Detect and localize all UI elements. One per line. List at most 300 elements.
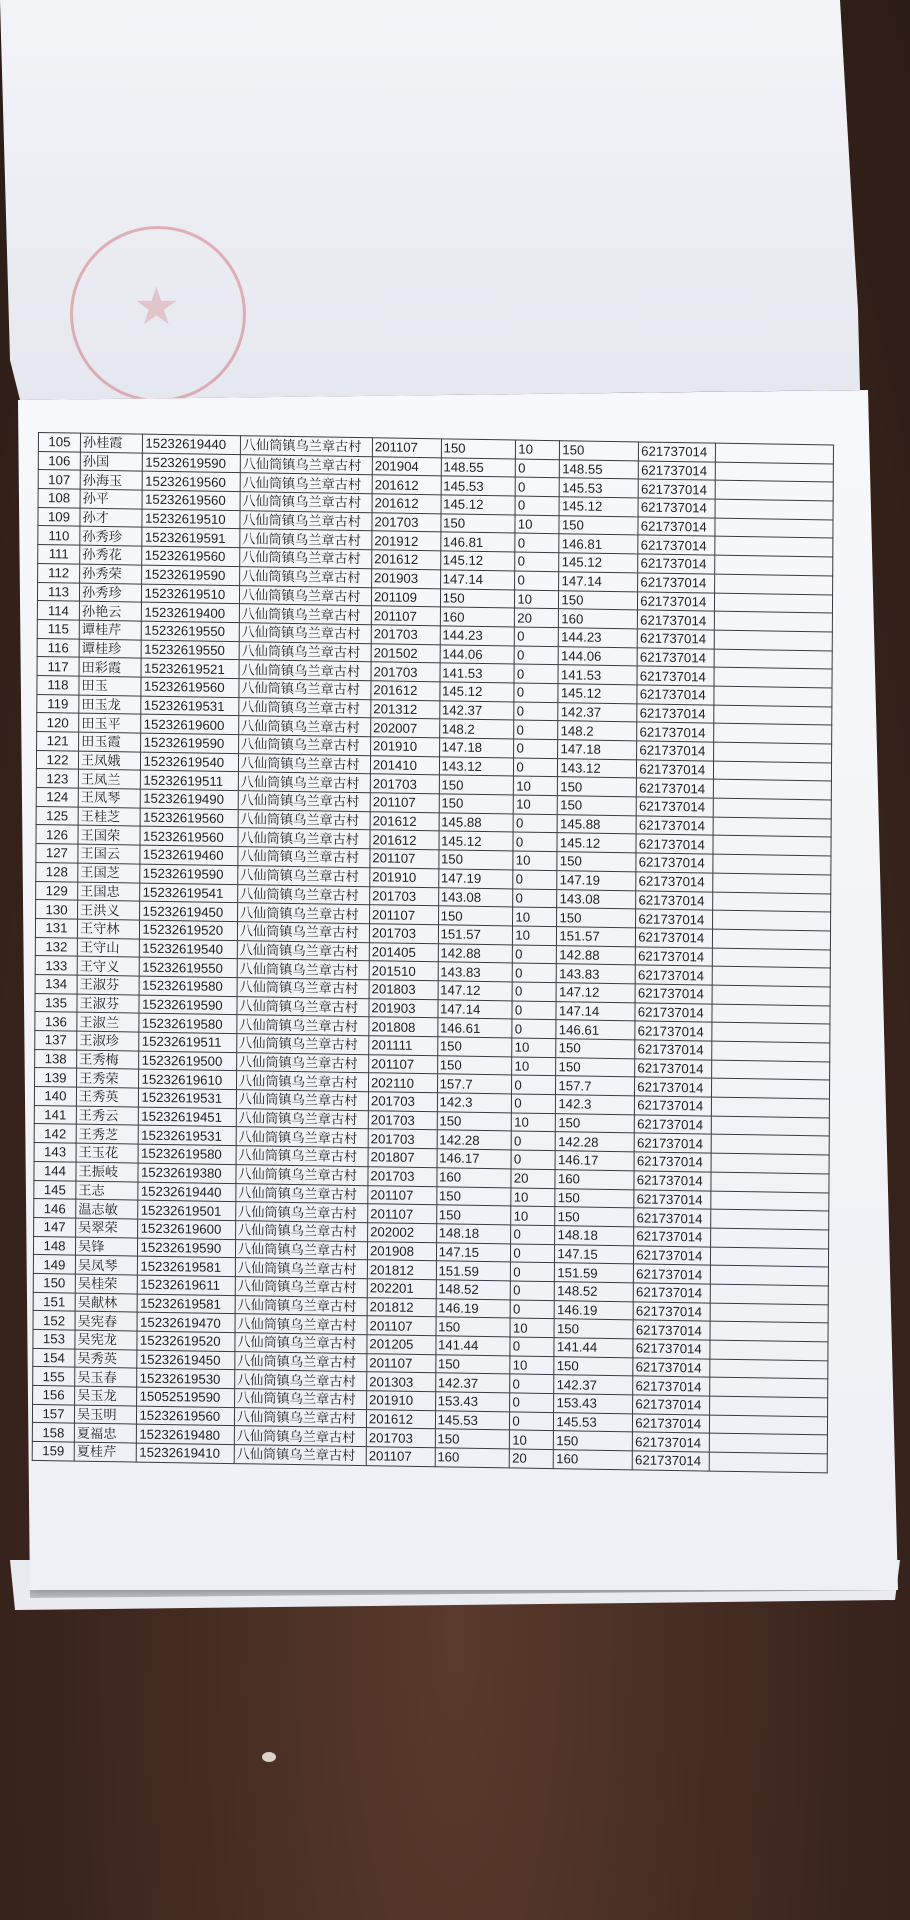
subsidy-cell: 10	[514, 795, 558, 814]
subsidy-cell: 0	[510, 1337, 554, 1356]
row-number-cell: 128	[36, 862, 78, 881]
account-number-cell: 621737014	[639, 442, 716, 462]
subsidy-cell: 0	[515, 533, 559, 552]
amount-cell: 144.06	[440, 644, 515, 664]
start-date-cell: 201703	[371, 662, 440, 682]
account-number-cell: 621737014	[633, 1320, 710, 1340]
total-cell: 160	[555, 1169, 634, 1189]
id-number-cell: 15232619521	[141, 658, 238, 678]
subsidy-cell: 10	[512, 1057, 556, 1076]
empty-cell	[713, 836, 831, 857]
total-cell: 146.81	[559, 534, 638, 554]
address-cell: 八仙筒镇乌兰章古村	[237, 959, 369, 980]
start-date-cell: 201405	[369, 942, 438, 962]
total-cell: 151.57	[557, 927, 636, 947]
row-number-cell: 119	[37, 694, 79, 713]
amount-cell: 142.3	[437, 1093, 512, 1113]
start-date-cell: 201107	[370, 849, 439, 869]
id-number-cell: 15232619541	[140, 883, 237, 903]
start-date-cell: 201107	[370, 793, 439, 813]
empty-cell	[714, 649, 832, 670]
row-number-cell: 157	[32, 1404, 74, 1423]
address-cell: 八仙筒镇乌兰章古村	[238, 753, 370, 774]
start-date-cell: 201612	[372, 550, 441, 570]
empty-cell	[713, 779, 831, 800]
id-number-cell: 15232619560	[141, 808, 238, 828]
amount-cell: 147.14	[438, 999, 513, 1019]
total-cell: 147.14	[559, 572, 638, 592]
amount-cell: 150	[437, 1112, 512, 1132]
empty-cell	[711, 1116, 829, 1137]
total-cell: 147.19	[557, 870, 636, 890]
amount-cell: 146.61	[437, 1018, 512, 1038]
row-number-cell: 118	[37, 675, 79, 694]
amount-cell: 150	[435, 1354, 510, 1374]
subsidy-cell: 0	[513, 870, 557, 889]
subsidy-cell: 0	[513, 832, 557, 851]
account-number-cell: 621737014	[635, 965, 712, 985]
row-number-cell: 113	[37, 582, 79, 601]
start-date-cell: 201107	[367, 1316, 436, 1336]
empty-cell	[714, 723, 832, 744]
total-cell: 143.08	[557, 889, 636, 909]
person-name-cell: 孙艳云	[79, 601, 142, 621]
amount-cell: 147.15	[436, 1242, 511, 1262]
amount-cell: 142.37	[439, 700, 514, 720]
start-date-cell: 201904	[372, 456, 441, 476]
amount-cell: 145.12	[441, 495, 516, 515]
start-date-cell: 201703	[370, 886, 439, 906]
address-cell: 八仙筒镇乌兰章古村	[237, 884, 369, 905]
empty-cell	[714, 686, 832, 707]
start-date-cell: 201107	[372, 438, 441, 458]
total-cell: 146.19	[555, 1300, 634, 1320]
subsidy-cell: 20	[510, 1449, 554, 1468]
total-cell: 150	[560, 441, 639, 461]
total-cell: 145.12	[559, 497, 638, 517]
total-cell: 150	[559, 515, 638, 535]
amount-cell: 150	[435, 1429, 510, 1449]
id-number-cell: 15232619580	[139, 1013, 236, 1033]
address-cell: 八仙筒镇乌兰章古村	[238, 791, 370, 812]
start-date-cell: 202002	[368, 1223, 437, 1243]
start-date-cell: 201703	[368, 1092, 437, 1112]
amount-cell: 151.59	[436, 1261, 511, 1281]
start-date-cell: 201803	[369, 980, 438, 1000]
address-cell: 八仙筒镇乌兰章古村	[234, 1370, 366, 1391]
id-number-cell: 15232619460	[140, 845, 237, 865]
person-name-cell: 吴锋	[75, 1237, 138, 1257]
id-number-cell: 15232619470	[137, 1312, 234, 1332]
account-number-cell: 621737014	[636, 853, 713, 873]
account-number-cell: 621737014	[634, 1152, 711, 1172]
id-number-cell: 15232619530	[137, 1368, 234, 1388]
total-cell: 145.53	[554, 1412, 633, 1432]
account-number-cell: 621737014	[638, 535, 715, 555]
total-cell: 143.83	[557, 964, 636, 984]
id-number-cell: 15232619581	[138, 1256, 235, 1276]
address-cell: 八仙筒镇乌兰章古村	[237, 940, 369, 961]
total-cell: 147.12	[556, 983, 635, 1003]
subsidy-cell: 10	[514, 776, 558, 795]
account-number-cell: 621737014	[633, 1414, 710, 1434]
person-name-cell: 吴翠荣	[76, 1218, 139, 1238]
id-number-cell: 15232619610	[139, 1069, 236, 1089]
start-date-cell: 201808	[369, 1017, 438, 1037]
amount-cell: 148.52	[436, 1280, 511, 1300]
id-number-cell: 15232619510	[142, 509, 239, 529]
empty-cell	[714, 667, 832, 688]
row-number-cell: 150	[33, 1273, 75, 1292]
account-number-cell: 621737014	[635, 1040, 712, 1060]
amount-cell: 144.23	[440, 626, 515, 646]
account-number-cell: 621737014	[633, 1376, 710, 1396]
person-name-cell: 孙桂霞	[80, 433, 143, 453]
account-number-cell: 621737014	[637, 722, 714, 742]
amount-cell: 148.2	[439, 719, 514, 739]
id-number-cell: 15232619480	[137, 1425, 234, 1445]
amount-cell: 146.17	[437, 1149, 512, 1169]
account-number-cell: 621737014	[635, 1096, 712, 1116]
row-number-cell: 142	[34, 1124, 76, 1143]
start-date-cell: 201910	[371, 737, 440, 757]
subsidy-cell: 20	[511, 1169, 555, 1188]
id-number-cell: 15232619380	[138, 1163, 235, 1183]
start-date-cell: 201912	[372, 531, 441, 551]
start-date-cell: 201703	[368, 1129, 437, 1149]
total-cell: 150	[554, 1319, 633, 1339]
person-name-cell: 王秀梅	[77, 1050, 140, 1070]
account-number-cell: 621737014	[633, 1301, 710, 1321]
total-cell: 142.28	[556, 1132, 635, 1152]
amount-cell: 150	[440, 514, 515, 534]
total-cell: 150	[557, 908, 636, 928]
account-number-cell: 621737014	[633, 1339, 710, 1359]
person-name-cell: 吴桂荣	[75, 1274, 138, 1294]
account-number-cell: 621737014	[634, 1245, 711, 1265]
debris-speck	[262, 1752, 276, 1762]
address-cell: 八仙筒镇乌兰章古村	[238, 847, 370, 868]
row-number-cell: 117	[37, 657, 79, 676]
total-cell: 142.37	[554, 1375, 633, 1395]
row-number-cell: 152	[33, 1311, 75, 1330]
start-date-cell: 201107	[368, 1185, 437, 1205]
start-date-cell: 201903	[372, 569, 441, 589]
empty-cell	[711, 1247, 829, 1268]
empty-cell	[711, 1209, 829, 1230]
subsidy-cell: 10	[515, 589, 559, 608]
person-name-cell: 吴玉明	[74, 1405, 137, 1425]
start-date-cell: 202007	[371, 718, 440, 738]
total-cell: 151.59	[555, 1263, 634, 1283]
total-cell: 145.12	[557, 833, 636, 853]
id-number-cell: 15232619490	[141, 789, 238, 809]
total-cell: 153.43	[554, 1394, 633, 1414]
row-number-cell: 105	[38, 433, 80, 452]
account-number-cell: 621737014	[638, 610, 715, 630]
official-seal-stamp	[70, 226, 246, 402]
start-date-cell: 201703	[370, 774, 439, 794]
person-name-cell: 王淑芬	[77, 994, 140, 1014]
start-date-cell: 201107	[366, 1447, 435, 1467]
amount-cell: 150	[436, 1205, 511, 1225]
amount-cell: 160	[437, 1168, 512, 1188]
person-name-cell: 田玉平	[79, 713, 142, 733]
account-number-cell: 621737014	[634, 1189, 711, 1209]
row-number-cell: 107	[38, 470, 80, 489]
amount-cell: 142.28	[437, 1130, 512, 1150]
row-number-cell: 149	[33, 1255, 75, 1274]
empty-cell	[714, 761, 832, 782]
empty-cell	[715, 537, 833, 558]
id-number-cell: 15232619440	[143, 434, 240, 454]
address-cell: 八仙筒镇乌兰章古村	[235, 1333, 367, 1354]
id-number-cell: 15232619560	[142, 546, 239, 566]
address-cell: 八仙筒镇乌兰章古村	[236, 1071, 368, 1092]
start-date-cell: 201107	[368, 1204, 437, 1224]
start-date-cell: 201612	[370, 811, 439, 831]
subsidy-cell: 0	[514, 739, 558, 758]
person-name-cell: 王秀荣	[77, 1068, 140, 1088]
address-cell: 八仙筒镇乌兰章古村	[239, 679, 371, 700]
address-cell: 八仙筒镇乌兰章古村	[234, 1407, 366, 1428]
subsidy-cell: 0	[511, 1244, 555, 1263]
id-number-cell: 15232619560	[143, 490, 240, 510]
person-name-cell: 王志	[76, 1181, 139, 1201]
account-number-cell: 621737014	[636, 834, 713, 854]
id-number-cell: 15232619600	[141, 714, 238, 734]
row-number-cell: 134	[35, 974, 77, 993]
empty-cell	[710, 1303, 828, 1324]
row-number-cell: 125	[36, 806, 78, 825]
amount-cell: 145.12	[439, 682, 514, 702]
person-name-cell: 孙秀珍	[80, 527, 143, 547]
total-cell: 147.18	[558, 740, 637, 760]
subsidy-cell: 0	[514, 702, 558, 721]
row-number-cell: 129	[36, 881, 78, 900]
start-date-cell: 202110	[368, 1073, 437, 1093]
row-number-cell: 130	[36, 900, 78, 919]
account-number-cell: 621737014	[636, 797, 713, 817]
empty-cell	[713, 798, 831, 819]
subsidy-cell: 10	[513, 926, 557, 945]
id-number-cell: 15232619560	[141, 677, 238, 697]
address-cell: 八仙筒镇乌兰章古村	[237, 1015, 369, 1036]
empty-cell	[714, 611, 832, 632]
amount-cell: 150	[438, 850, 513, 870]
account-number-cell: 621737014	[634, 1227, 711, 1247]
start-date-cell: 201903	[369, 998, 438, 1018]
subsidy-cell: 0	[511, 1225, 555, 1244]
account-number-cell: 621737014	[637, 666, 714, 686]
amount-cell: 150	[438, 906, 513, 926]
amount-cell: 150	[437, 1055, 512, 1075]
total-cell: 148.2	[558, 721, 637, 741]
empty-cell	[715, 593, 833, 614]
row-number-cell: 153	[33, 1329, 75, 1348]
empty-cell	[712, 1078, 830, 1099]
subsidy-cell: 0	[515, 627, 559, 646]
total-cell: 150	[554, 1431, 633, 1451]
subsidy-cell: 0	[514, 683, 558, 702]
amount-cell: 160	[440, 607, 515, 627]
person-name-cell: 王淑兰	[77, 1012, 140, 1032]
start-date-cell: 201908	[367, 1241, 436, 1261]
person-name-cell: 王凤娥	[78, 751, 141, 771]
empty-cell	[712, 948, 830, 969]
start-date-cell: 201312	[371, 699, 440, 719]
total-cell: 148.52	[555, 1282, 634, 1302]
account-number-cell: 621737014	[638, 629, 715, 649]
id-number-cell: 15052519590	[137, 1387, 234, 1407]
id-number-cell: 15232619451	[139, 1107, 236, 1127]
id-number-cell: 15232619550	[142, 621, 239, 641]
address-cell: 八仙筒镇乌兰章古村	[239, 697, 371, 718]
subsidy-cell: 0	[513, 945, 557, 964]
total-cell: 160	[559, 609, 638, 629]
subsidy-cell: 10	[513, 851, 557, 870]
start-date-cell: 201703	[369, 924, 438, 944]
id-number-cell: 15232619560	[143, 472, 240, 492]
subsidy-cell: 0	[510, 1300, 554, 1319]
amount-cell: 148.55	[441, 458, 516, 478]
subsidy-cell: 0	[512, 982, 556, 1001]
subsidy-cell: 0	[512, 1075, 556, 1094]
amount-cell: 148.18	[436, 1224, 511, 1244]
row-number-cell: 136	[35, 1012, 77, 1031]
subsidy-cell: 0	[511, 1150, 555, 1169]
start-date-cell: 201703	[368, 1110, 437, 1130]
person-name-cell: 王玉花	[76, 1143, 139, 1163]
subsidy-cell: 10	[516, 440, 560, 459]
address-cell: 八仙筒镇乌兰章古村	[234, 1426, 366, 1447]
person-name-cell: 孙国	[80, 452, 143, 472]
total-cell: 142.3	[556, 1095, 635, 1115]
total-cell: 150	[557, 852, 636, 872]
subsidy-cell: 10	[512, 1038, 556, 1057]
row-number-cell: 115	[37, 619, 79, 638]
roster-table-container	[32, 432, 834, 1473]
id-number-cell: 15232619580	[139, 1144, 236, 1164]
empty-cell	[715, 443, 833, 464]
total-cell: 145.53	[560, 478, 639, 498]
amount-cell: 145.88	[439, 813, 514, 833]
start-date-cell: 201910	[367, 1391, 436, 1411]
amount-cell: 145.12	[439, 831, 514, 851]
id-number-cell: 15232619510	[142, 584, 239, 604]
person-name-cell: 温志敏	[76, 1199, 139, 1219]
account-number-cell: 621737014	[637, 685, 714, 705]
row-number-cell: 154	[33, 1348, 75, 1367]
empty-cell	[714, 742, 832, 763]
subsidy-cell: 0	[510, 1374, 554, 1393]
subsidy-cell: 0	[512, 1001, 556, 1020]
row-number-cell: 147	[34, 1217, 76, 1236]
row-number-cell: 135	[35, 993, 77, 1012]
subsidy-cell: 0	[514, 720, 558, 739]
total-cell: 142.88	[557, 945, 636, 965]
id-number-cell: 15232619410	[137, 1443, 234, 1463]
account-number-cell: 621737014	[633, 1358, 710, 1378]
account-number-cell: 621737014	[636, 909, 713, 929]
amount-cell: 153.43	[435, 1392, 510, 1412]
amount-cell: 145.12	[440, 551, 515, 571]
address-cell: 八仙筒镇乌兰章古村	[237, 996, 369, 1017]
account-number-cell: 621737014	[634, 1283, 711, 1303]
account-number-cell: 621737014	[635, 1021, 712, 1041]
person-name-cell: 田彩霞	[79, 657, 142, 677]
subsidy-cell: 10	[511, 1206, 555, 1225]
person-name-cell: 夏桂芹	[74, 1442, 137, 1462]
subsidy-cell: 0	[512, 1019, 556, 1038]
person-name-cell: 吴玉春	[75, 1367, 138, 1387]
subsidy-cell: 0	[512, 1131, 556, 1150]
address-cell: 八仙筒镇乌兰章古村	[236, 1183, 368, 1204]
account-number-cell: 621737014	[632, 1451, 709, 1471]
address-cell: 八仙筒镇乌兰章古村	[238, 828, 370, 849]
person-name-cell: 王守义	[77, 956, 140, 976]
address-cell: 八仙筒镇乌兰章古村	[237, 922, 369, 943]
start-date-cell: 201612	[366, 1409, 435, 1429]
amount-cell: 150	[437, 1037, 512, 1057]
account-number-cell: 621737014	[637, 741, 714, 761]
person-name-cell: 王振岐	[76, 1162, 139, 1182]
total-cell: 150	[558, 777, 637, 797]
empty-cell	[711, 1153, 829, 1174]
person-name-cell: 夏福忠	[74, 1424, 137, 1444]
amount-cell: 142.37	[435, 1373, 510, 1393]
address-cell: 八仙筒镇乌兰章古村	[238, 772, 370, 793]
account-number-cell: 621737014	[637, 778, 714, 798]
empty-cell	[713, 892, 831, 913]
start-date-cell: 201703	[371, 625, 440, 645]
row-number-cell: 131	[35, 918, 77, 937]
account-number-cell: 621737014	[635, 1077, 712, 1097]
total-cell: 150	[558, 796, 637, 816]
amount-cell: 143.12	[439, 756, 514, 776]
row-number-cell: 123	[36, 769, 78, 788]
address-cell: 八仙筒镇乌兰章古村	[235, 1314, 367, 1335]
row-number-cell: 126	[36, 825, 78, 844]
account-number-cell: 621737014	[634, 1171, 711, 1191]
subsidy-cell: 10	[511, 1187, 555, 1206]
start-date-cell: 201612	[370, 830, 439, 850]
person-name-cell: 王秀英	[76, 1087, 139, 1107]
subsidy-cell: 0	[512, 1094, 556, 1113]
id-number-cell: 15232619511	[139, 1032, 236, 1052]
total-cell: 150	[556, 1057, 635, 1077]
amount-cell: 141.53	[440, 663, 515, 683]
empty-cell	[715, 481, 833, 502]
total-cell: 150	[556, 1113, 635, 1133]
account-number-cell: 621737014	[636, 816, 713, 836]
total-cell: 160	[554, 1450, 633, 1470]
total-cell: 146.17	[555, 1151, 634, 1171]
id-number-cell: 15232619440	[138, 1182, 235, 1202]
amount-cell: 150	[439, 775, 514, 795]
total-cell: 150	[559, 590, 638, 610]
id-number-cell: 15232619590	[140, 864, 237, 884]
row-number-cell: 138	[35, 1049, 77, 1068]
empty-cell	[711, 1191, 829, 1212]
amount-cell: 150	[441, 439, 516, 459]
address-cell: 八仙筒镇乌兰章古村	[238, 716, 370, 737]
id-number-cell: 15232619450	[140, 901, 237, 921]
empty-cell	[710, 1340, 828, 1361]
total-cell: 150	[555, 1207, 634, 1227]
subsidy-cell: 10	[510, 1318, 554, 1337]
address-cell: 八仙筒镇乌兰章古村	[239, 641, 371, 662]
